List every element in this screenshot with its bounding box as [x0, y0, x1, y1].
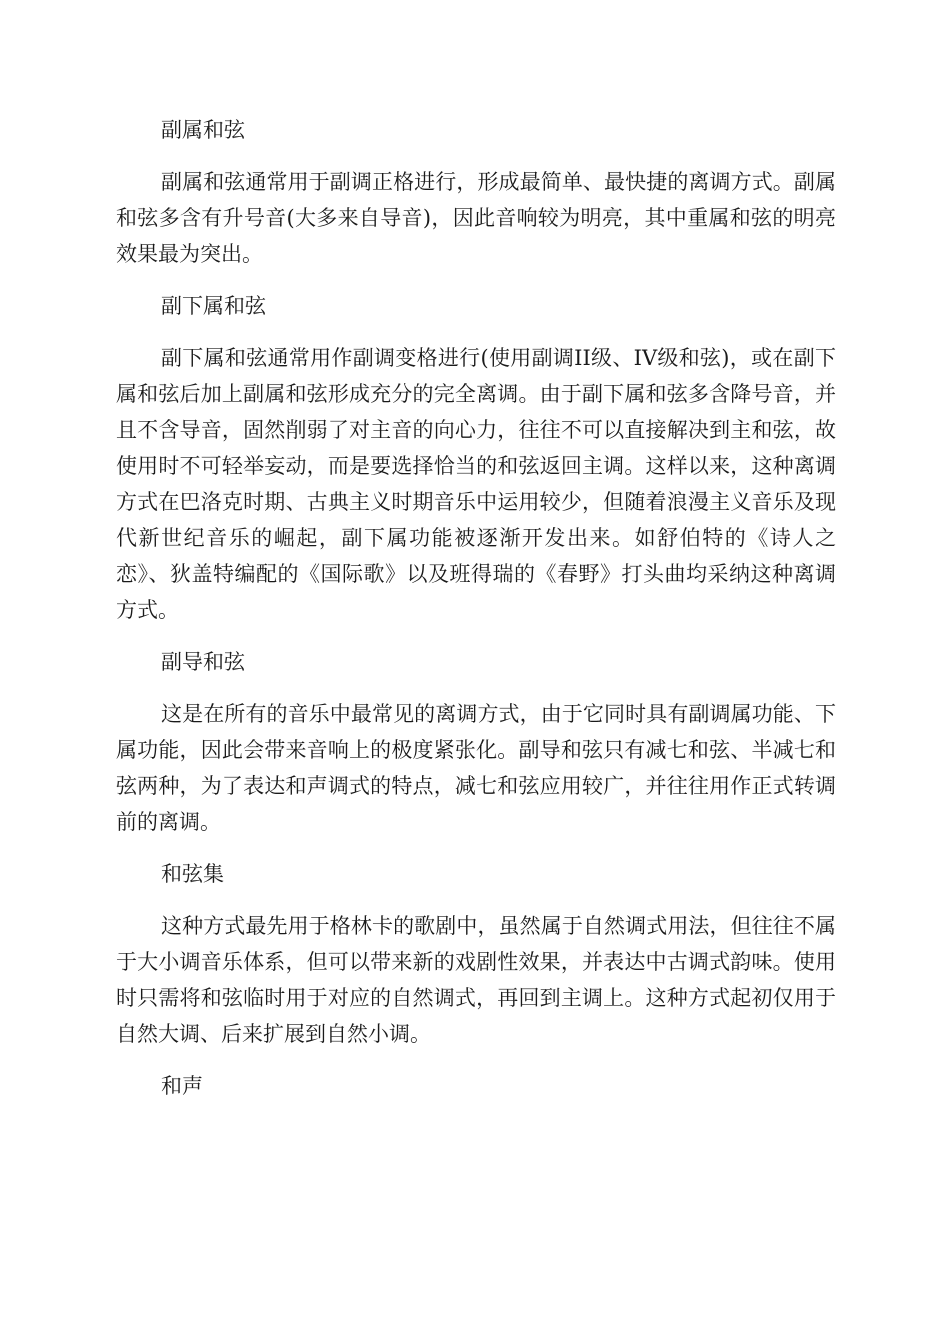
- section-heading-secondary-leading-tone: 副导和弦: [161, 650, 245, 674]
- section-body-chord-set: 这种方式最先用于格林卡的歌剧中，虽然属于自然调式用法，但往往不属于大小调音乐体系，但可以带来新的戏剧性效果，并表达中古调式韵味。使用时只需将和弦临时用于对应的自然调式，再回到主调上。这种方式起初仅用于自然大调、后来扩展到自然小调。: [116, 914, 836, 1046]
- section-heading-harmony: 和声: [161, 1074, 203, 1098]
- section-heading-secondary-subdominant: 副下属和弦: [161, 294, 266, 318]
- document-page: [116, 112, 836, 1120]
- section-heading-secondary-dominant: 副属和弦: [161, 118, 245, 142]
- section-heading-chord-set: 和弦集: [161, 862, 224, 886]
- section-body-secondary-subdominant: 副下属和弦通常用作副调变格进行(使用副调II级、IV级和弦)，或在副下属和弦后加上副属和弦形成充分的完全离调。由于副下属和弦多含降号音，并且不含导音，固然削弱了对主音的向心力，往往不可以直接解决到主和弦，故使用时不可轻举妄动，而是要选择恰当的和弦返回主调。这样以来，这种离调方式在巴洛克时期、古典主义时期音乐中运用较少，但随着浪漫主义音乐及现代新世纪音乐的崛起，副下属功能被逐渐开发出来。如舒伯特的《诗人之恋》、狄盖特编配的《国际歌》以及班得瑞的《春野》打头曲均采纳这种离调方式。: [116, 346, 836, 622]
- section-body-secondary-dominant: 副属和弦通常用于副调正格进行，形成最简单、最快捷的离调方式。副属和弦多含有升号音(大多来自导音)，因此音响较为明亮，其中重属和弦的明亮效果最为突出。: [116, 170, 836, 266]
- section-body-secondary-leading-tone: 这是在所有的音乐中最常见的离调方式，由于它同时具有副调属功能、下属功能，因此会带来音响上的极度紧张化。副导和弦只有减七和弦、半减七和弦两种，为了表达和声调式的特点，减七和弦应用较广，并往往用作正式转调前的离调。: [116, 702, 836, 834]
